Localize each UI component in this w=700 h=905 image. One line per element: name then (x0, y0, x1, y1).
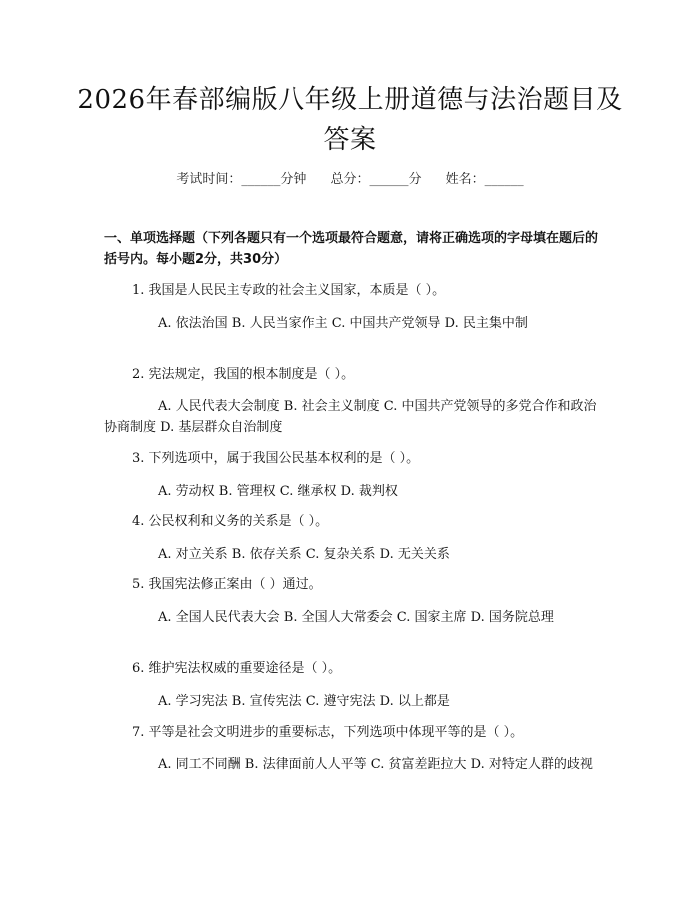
question-options: A. 人民代表大会制度 B. 社会主义制度 C. 中国共产党领导的多党合作和政治协商制度 D. 基层群众自治制度 (104, 399, 597, 435)
total-score: 总分：______分 (330, 172, 422, 187)
question-stem: 7. 平等是社会文明进步的重要标志，下列选项中体现平等的是（ ）。 (132, 725, 524, 740)
question-stem: 2. 宪法规定，我国的根本制度是（ ）。 (132, 367, 355, 382)
question-options: A. 全国人民代表大会 B. 全国人大常委会 C. 国家主席 D. 国务院总理 (158, 610, 554, 625)
question-stem: 4. 公民权利和义务的关系是（ ）。 (132, 514, 329, 529)
section-heading: 一、单项选择题（下列各题只有一个选项最符合题意，请将正确选项的字母填在题后的括号内。每小题2分，共30分） (104, 231, 599, 267)
question-options: A. 劳动权 B. 管理权 C. 继承权 D. 裁判权 (158, 484, 398, 499)
question-options: A. 对立关系 B. 依存关系 C. 复杂关系 D. 无关关系 (158, 547, 450, 562)
question-options: A. 学习宪法 B. 宣传宪法 C. 遵守宪法 D. 以上都是 (158, 694, 450, 709)
page-title: 2026年春部编版八年级上册道德与法治题目及答案 (77, 85, 623, 155)
question-stem: 1. 我国是人民民主专政的社会主义国家，本质是（ ）。 (132, 283, 446, 298)
exam-meta (0, 168, 700, 187)
question-options: A. 同工不同酬 B. 法律面前人人平等 C. 贫富差距拉大 D. 对特定人群的歧视 (158, 757, 593, 772)
question-stem: 5. 我国宪法修正案由（ ）通过。 (132, 577, 322, 592)
student-name: 姓名：______ (445, 172, 524, 187)
exam-time: 考试时间：______分钟 (176, 172, 307, 187)
question-stem: 6. 维护宪法权威的重要途径是（ ）。 (132, 661, 342, 676)
question-stem: 3. 下列选项中，属于我国公民基本权利的是（ ）。 (132, 451, 420, 466)
question-options: A. 依法治国 B. 人民当家作主 C. 中国共产党领导 D. 民主集中制 (158, 316, 528, 331)
